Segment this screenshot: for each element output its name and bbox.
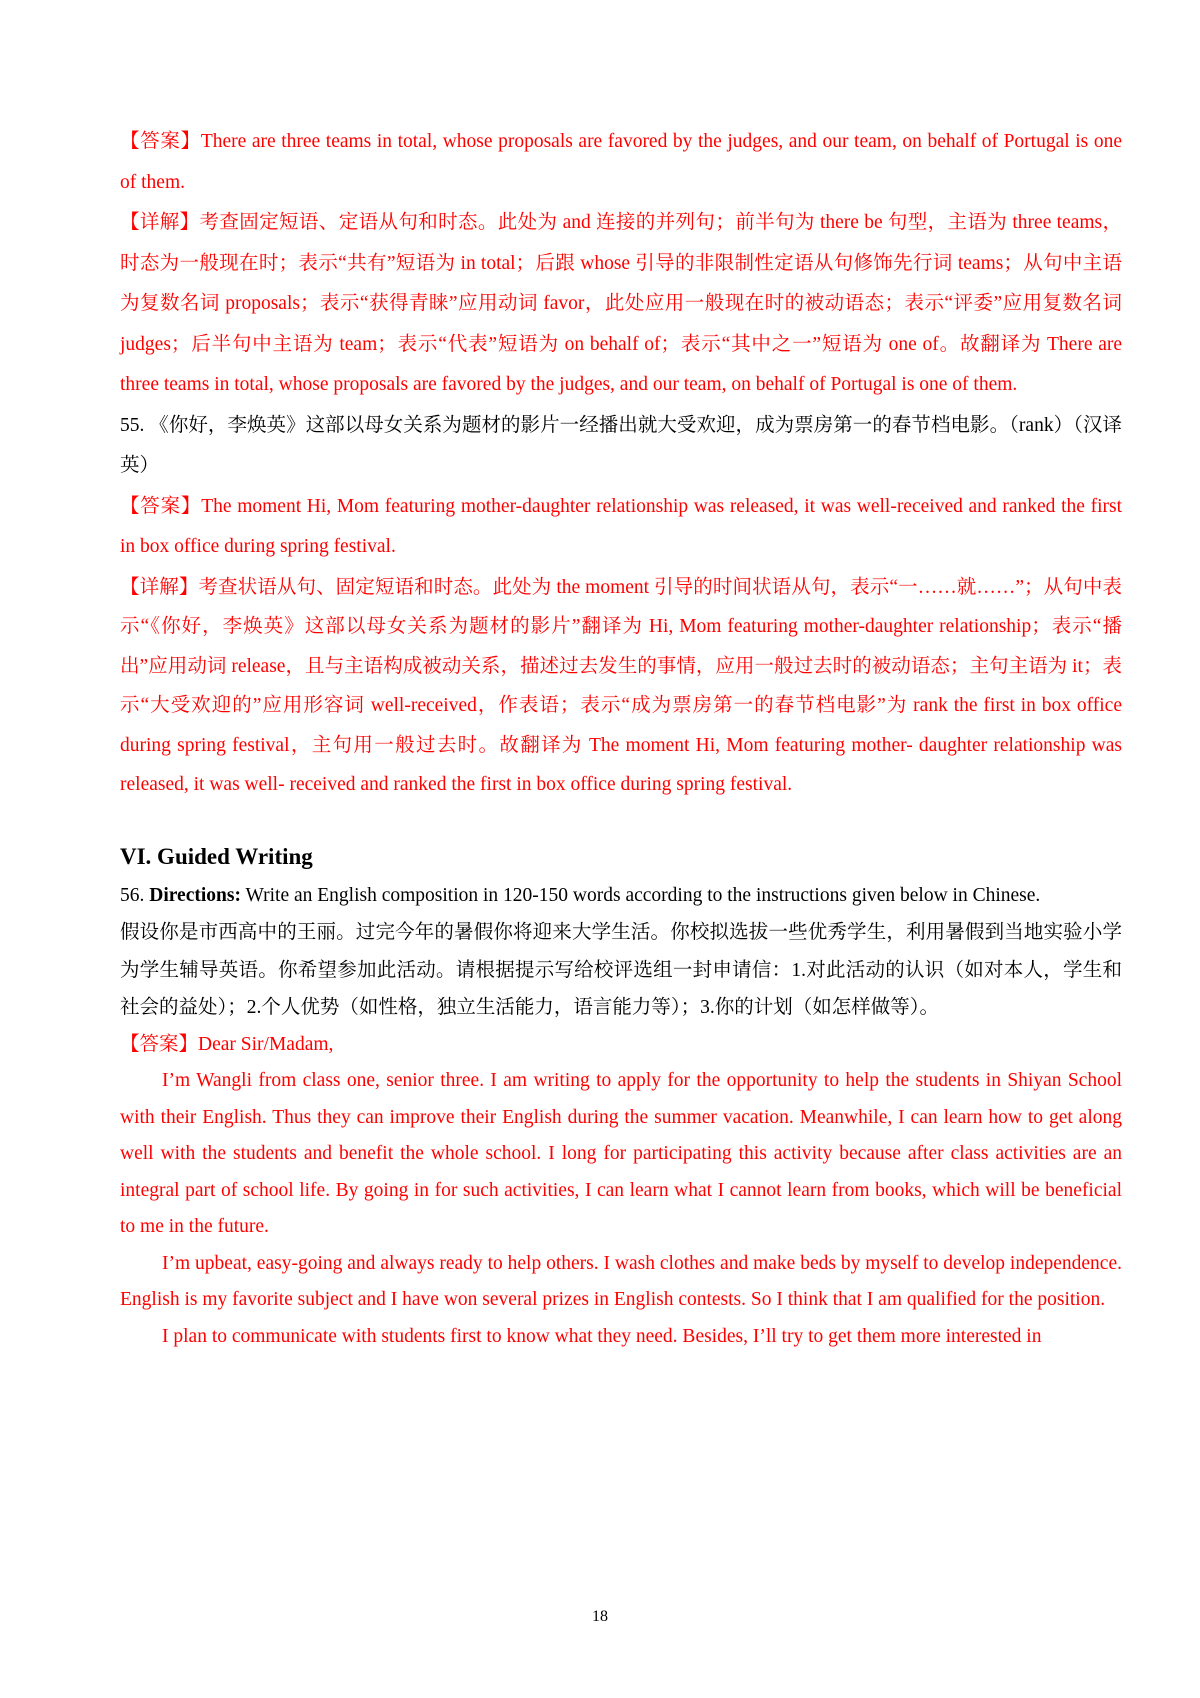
- q54-answer: [120, 122, 1122, 203]
- answer-tag: 【答案】: [120, 1033, 199, 1055]
- q54-detail: [120, 203, 1122, 406]
- detail-text: 考查状语从句、固定短语和时态。此处为 the moment 引导的时间状语从句，表示“一……就……”；从句中表示“《你好，李焕英》这部以母女关系为题材的影片”翻译为 Hi, Mom featuring mother-daughter relationship；表示“播出”应用动词 release，且与主语构成被动关系，描述过去发生的事情，应用一般过去时的被动语态；主句主语为 it；表示“大受欢迎的”应用形容词 well-received，作表语；表示“成为票房第一的春节档电影”为 rank the first in box office during spring festival，主句用一般过去时。故翻译为 The moment Hi, Mom featuring mother- daughter relationship was released, it was well- received and ranked the first in box office during spring festival.: [120, 576, 1122, 795]
- q55-detail: [120, 568, 1122, 805]
- directions-text: Write an English composition in 120-150 words according to the instructions given below in Chinese.: [245, 884, 1041, 906]
- essay-paragraph-2: I’m upbeat, easy-going and always ready to help others. I wash clothes and make beds by myself to develop independence. English is my favorite subject and I have won several prizes in English contests. So I think that I am qualified for the position.: [120, 1252, 1122, 1310]
- q56-directions: [120, 877, 1122, 915]
- detail-tag: 【详解】: [120, 576, 199, 598]
- essay-paragraph-1: I’m Wangli from class one, senior three. I am writing to apply for the opportunity to help the students in Shiyan School with their English. Thus they can improve their English during the summer vacation. Meanwhile, I can learn how to get along well with the students and benefit the whole school. I long for participating this activity because after class activities are an integral part of school life. By going in for such activities, I can learn what I cannot learn from books, which will be beneficial to me in the future.: [120, 1070, 1122, 1237]
- answer-text: There are three teams in total, whose proposals are favored by the judges, and our team, on behalf of Portugal is one of them.: [120, 131, 1122, 193]
- q56-prompt: 假设你是市西高中的王丽。过完今年的暑假你将迎来大学生活。你校拟选拔一些优秀学生，利用暑假到当地实验小学为学生辅导英语。你希望参加此活动。请根据提示写给校评选组一封申请信：1.对此活动的认识（如对本人，学生和社会的益处）；2.个人优势（如性格，独立生活能力，语言能力等）；3.你的计划（如怎样做等）。: [120, 922, 1122, 1018]
- document-page: [120, 122, 1122, 1355]
- essay-paragraph-3: I plan to communicate with students first to know what they need. Besides, I’ll try to get them more interested in: [162, 1325, 1042, 1347]
- page-number: 18: [592, 1608, 608, 1625]
- q55-answer: [120, 487, 1122, 568]
- answer-tag: 【答案】: [120, 131, 201, 152]
- section-gap: [120, 805, 1122, 827]
- detail-tag: 【详解】: [120, 212, 200, 233]
- q55-question: 55. 《你好，李焕英》这部以母女关系为题材的影片一经播出就大受欢迎，成为票房第一的春节档电影。（rank）（汉译英）: [120, 414, 1122, 476]
- detail-text: 考查固定短语、定语从句和时态。此处为 and 连接的并列句；前半句为 there be 句型，主语为 three teams，时态为一般现在时；表示“共有”短语为 in total；后跟 whose 引导的非限制性定语从句修饰先行词 teams；从句中主语为复数名词 proposals；表示“获得青睐”应用动词 favor，此处应用一般现在时的被动语态；表示“评委”应用复数名词 judges；后半句中主语为 team；表示“代表”短语为 on behalf of；表示“其中之一”短语为 one of。故翻译为 There are three teams in total, whose proposals are favored by the judges, and our team, on behalf of Portugal is one of them.: [120, 212, 1122, 395]
- q56-answer-salutation: [120, 1027, 1122, 1064]
- salutation: Dear Sir/Madam,: [198, 1033, 334, 1055]
- section-title: VI. Guided Writing: [120, 843, 313, 869]
- answer-text: The moment Hi, Mom featuring mother-daughter relationship was released, it was well-received and ranked the first in box office during spring festival.: [120, 495, 1122, 557]
- answer-tag: 【答案】: [120, 495, 202, 517]
- directions-label: Directions:: [149, 884, 241, 906]
- question-number: 56.: [120, 884, 145, 906]
